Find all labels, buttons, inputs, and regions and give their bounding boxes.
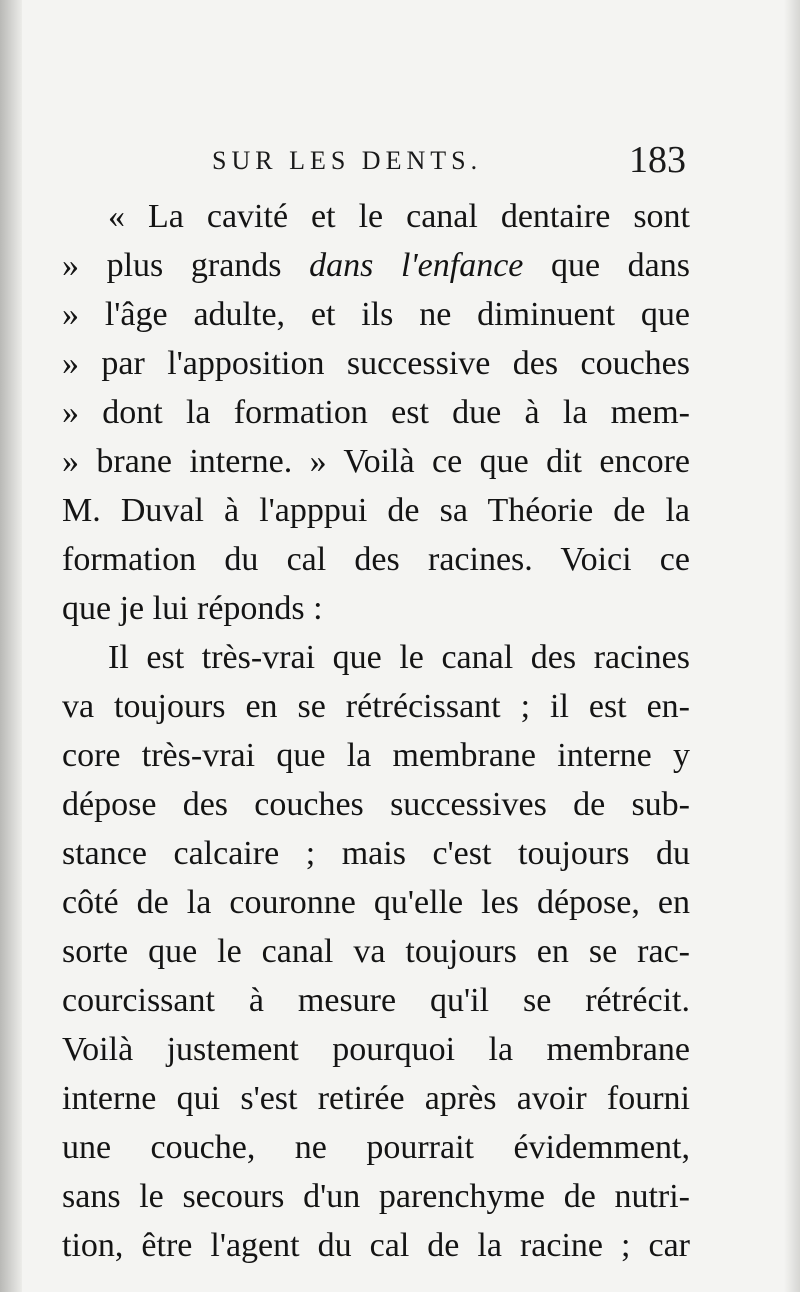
text-segment: que dans <box>551 247 691 284</box>
text-line: core très-vrai que la membrane interne y <box>62 737 690 774</box>
text-line: interne qui s'est retirée après avoir fourni <box>62 1080 690 1117</box>
text-line <box>62 241 690 290</box>
text-line: » brane interne. » Voilà ce que dit encore <box>62 443 690 480</box>
running-head: SUR LES DENTS. <box>212 146 483 175</box>
text-line: va toujours en se rétrécissant ; il est en- <box>62 688 690 725</box>
text-segment: » plus grands <box>62 247 282 284</box>
text-line: tion, être l'agent du cal de la racine ; car <box>62 1227 690 1264</box>
text-line: Il est très-vrai que le canal des racines <box>108 639 690 676</box>
text-line: Voilà justement pourquoi la membrane <box>62 1031 690 1068</box>
text-line: sans le secours d'un parenchyme de nutri- <box>62 1178 690 1215</box>
page-edge-shadow <box>784 0 800 1292</box>
text-line: formation du cal des racines. Voici ce <box>62 541 690 578</box>
page-number: 183 <box>629 139 686 181</box>
text-line: dépose des couches successives de sub- <box>62 786 690 823</box>
text-line: » par l'apposition successive des couches <box>62 345 690 382</box>
page-gutter-shadow <box>0 0 22 1292</box>
text-line: M. Duval à l'apppui de sa Théorie de la <box>62 492 690 529</box>
text-line: » l'âge adulte, et ils ne diminuent que <box>62 296 690 333</box>
text-line: courcissant à mesure qu'il se rétrécit. <box>62 982 690 1019</box>
italic-text-segment: dans l'enfance <box>309 247 524 284</box>
paragraph-end-line: que je lui réponds : <box>62 590 323 627</box>
text-line: « La cavité et le canal dentaire sont <box>108 198 690 235</box>
text-line: » dont la formation est due à la mem- <box>62 394 690 431</box>
body-text <box>62 192 690 1270</box>
text-line: côté de la couronne qu'elle les dépose, en <box>62 884 690 921</box>
text-line: stance calcaire ; mais c'est toujours du <box>62 835 690 872</box>
text-line: une couche, ne pourrait évidemment, <box>62 1129 690 1166</box>
text-line: sorte que le canal va toujours en se rac- <box>62 933 690 970</box>
page-header <box>62 138 690 188</box>
